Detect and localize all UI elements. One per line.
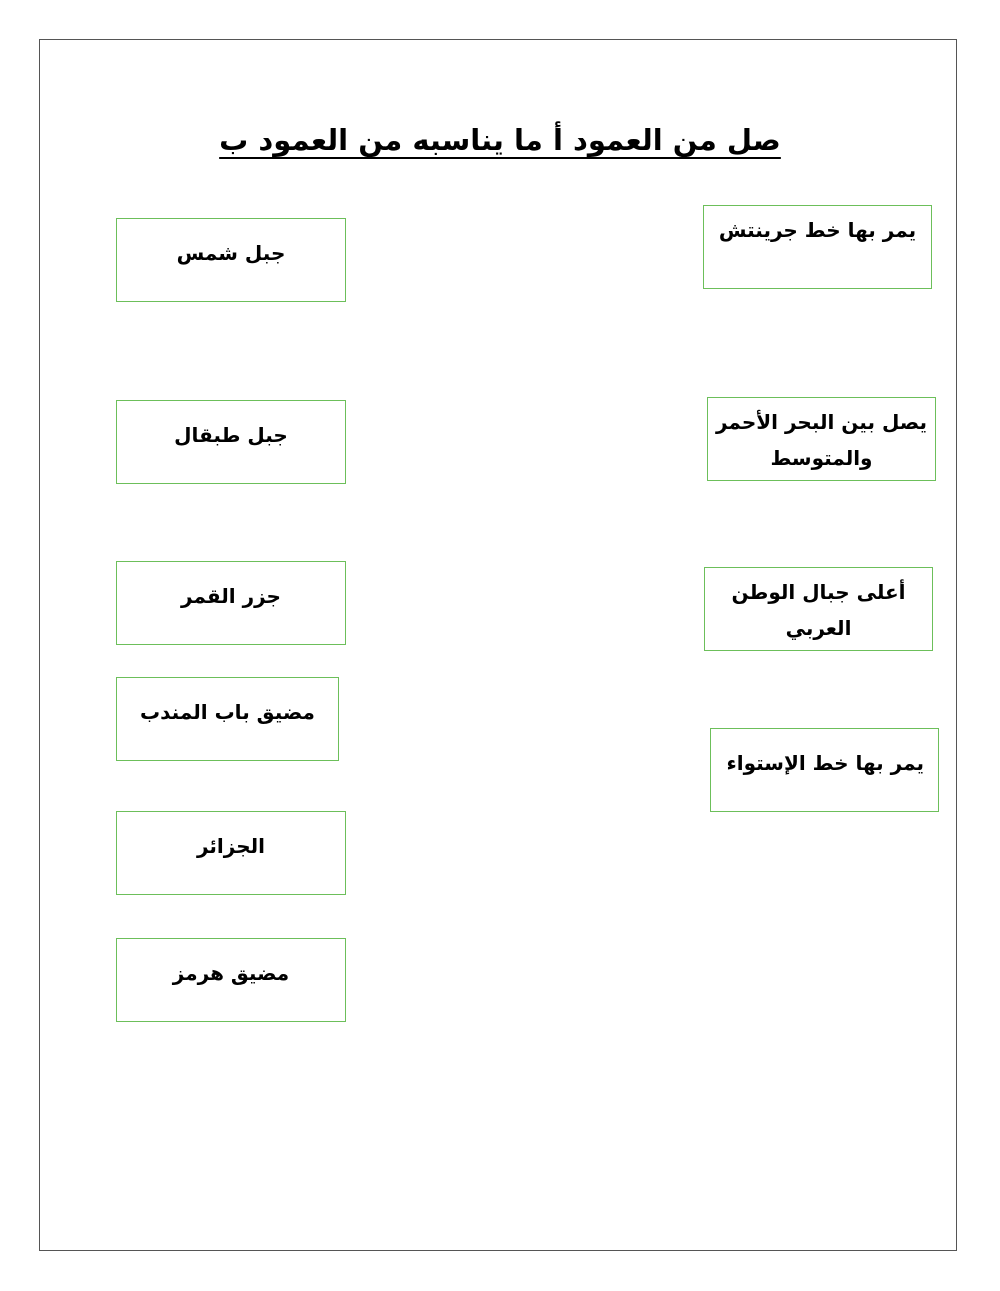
column-b-item-2-text: جبل طبقال	[174, 423, 288, 447]
column-b-item-5[interactable]	[116, 811, 346, 895]
column-b-item-6-text: مضيق هرمز	[172, 961, 290, 985]
worksheet-title	[150, 110, 850, 170]
column-b-item-5-text: الجزائر	[196, 834, 266, 858]
column-b-item-4[interactable]	[116, 677, 339, 761]
column-a-item-4-text: يمر بها خط الإستواء	[726, 751, 924, 775]
column-b-item-6[interactable]	[116, 938, 346, 1022]
column-b-item-1-text: جبل شمس	[176, 241, 286, 265]
column-a-item-4[interactable]	[710, 728, 939, 812]
column-b-item-3[interactable]	[116, 561, 346, 645]
column-b-item-4-text: مضيق باب المندب	[140, 700, 315, 724]
column-a-item-3-text: أعلى جبال الوطن العربي	[731, 580, 906, 640]
column-b-item-1[interactable]	[116, 218, 346, 302]
title-text: صل من العمود أ ما يناسبه من العمود ب	[219, 123, 781, 157]
column-b-item-2[interactable]	[116, 400, 346, 484]
column-a-item-3[interactable]	[704, 567, 933, 651]
column-a-item-2[interactable]	[707, 397, 936, 481]
column-a-item-1-text: يمر بها خط جرينتش	[718, 218, 917, 242]
column-b-item-3-text: جزر القمر	[181, 584, 281, 608]
column-a-item-1[interactable]	[703, 205, 932, 289]
column-a-item-2-text: يصل بين البحر الأحمر والمتوسط	[715, 410, 928, 470]
